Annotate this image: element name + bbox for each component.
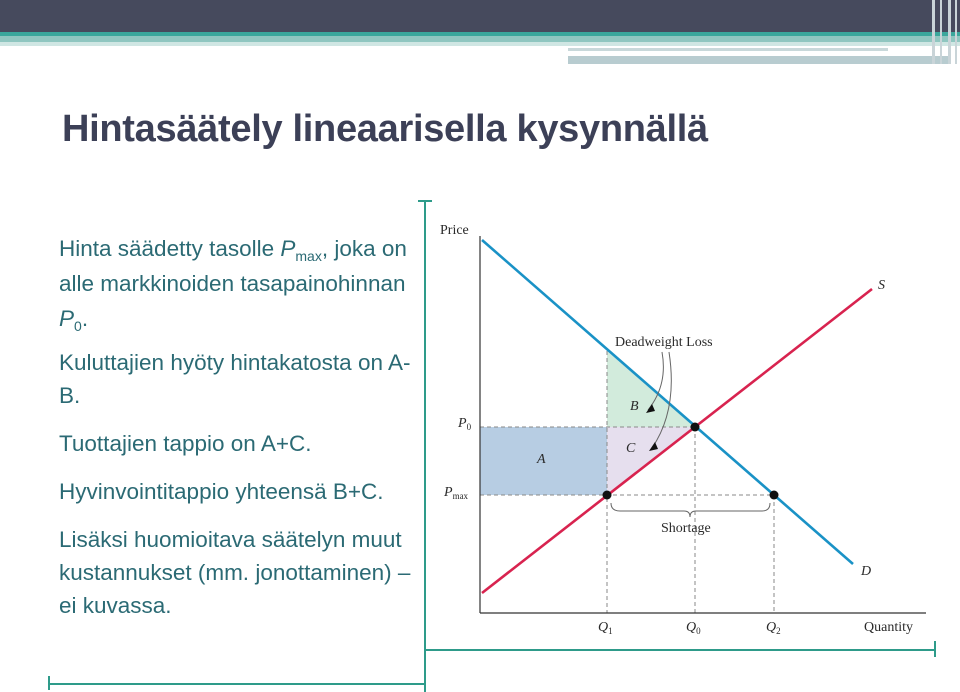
slide-title: Hintasäätely lineaarisella kysynnällä xyxy=(62,108,708,150)
pmax-supply-point xyxy=(603,491,612,500)
pmax-label: $P_{max}$ xyxy=(444,485,469,501)
x-axis-label: Quantity xyxy=(864,620,913,635)
deadweight-loss-label: Deadweight Loss xyxy=(615,335,713,350)
equilibrium-point xyxy=(691,423,700,432)
shortage-label: Shortage xyxy=(661,521,711,536)
bullet-item: Kuluttajien hyöty hintakatosta on A-B. xyxy=(59,350,411,408)
supply-label: S xyxy=(878,278,885,293)
q2-label: $Q_2$ xyxy=(766,620,781,636)
p0-label: $P_0$ xyxy=(458,416,472,432)
y-axis-label: Price xyxy=(440,223,469,238)
bullet-item: Tuottajien tappio on A+C. xyxy=(59,431,312,456)
shortage-brace xyxy=(611,503,770,517)
pmax-demand-point xyxy=(770,491,779,500)
demand-label: D xyxy=(861,564,872,579)
demand-curve xyxy=(482,240,853,564)
bullet-item: Hyvinvointitappio yhteensä B+C. xyxy=(59,479,384,504)
bullet-item: Lisäksi huomioitava säätelyn muut kustannukset (mm. jonottaminen) – ei kuvassa. xyxy=(59,527,411,618)
area-a-label: A xyxy=(537,452,546,467)
area-c-label: C xyxy=(626,441,636,456)
q1-label: $Q_1$ xyxy=(598,620,613,636)
q0-label: $Q_0$ xyxy=(686,620,701,636)
area-b-label: B xyxy=(630,399,639,414)
bullet-item: Hinta säädetty tasolle $P_{max}$, joka on alle markkinoiden tasapainohinnan $P_0$. xyxy=(59,236,407,334)
